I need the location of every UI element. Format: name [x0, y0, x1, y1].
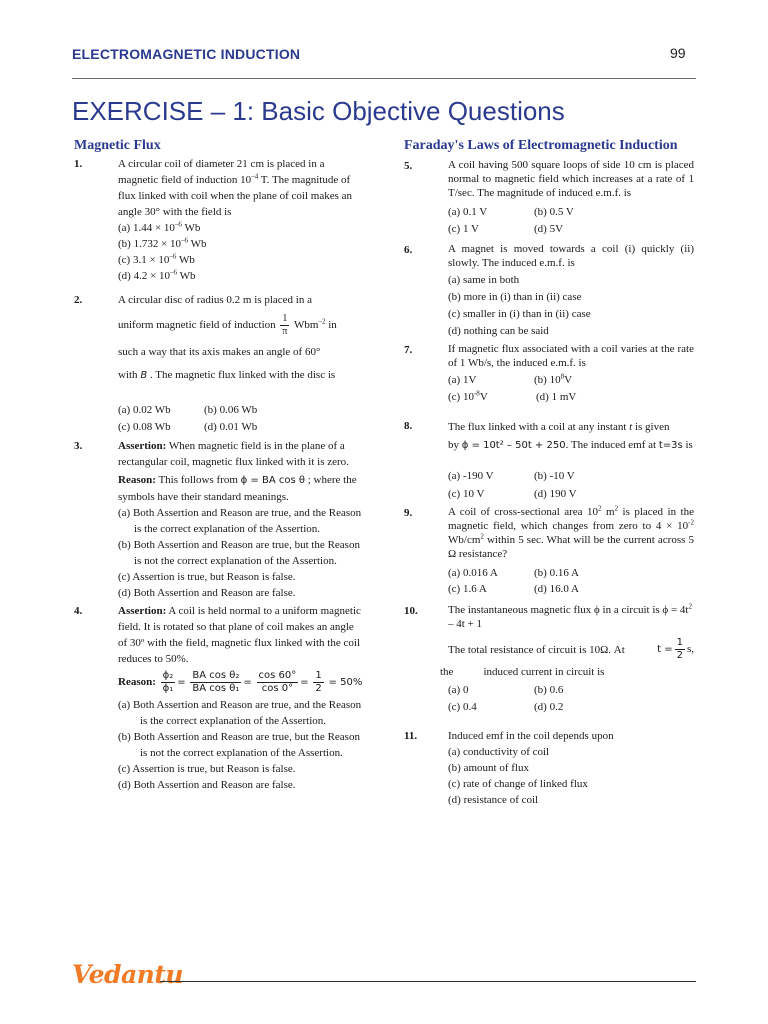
- vector-b: B: [140, 370, 148, 381]
- question-number: 2.: [74, 294, 83, 306]
- option-b[interactable]: (b) Both Assertion and Reason are true, but the Reason is not the correct explanation of the Assertion.: [118, 539, 360, 567]
- exercise-title: EXERCISE – 1: Basic Objective Questions: [72, 96, 565, 126]
- option-a[interactable]: (a) 0.016 A: [448, 567, 498, 579]
- question-number: 3.: [74, 440, 83, 452]
- option-d[interactable]: (d) nothing can be said: [448, 325, 549, 337]
- question-text-line: The flux linked with a coil at any instant t is given: [448, 421, 670, 433]
- option-d[interactable]: (d) 5V: [534, 223, 564, 235]
- reason-formula: Reason: $\frac{\text{ϕ₂}}{\text{ϕ₁}}$ = $\frac{\text{BA cos θ₂}}{\text{BA cos θ₁}}$ = $\frac{\cos 60^\circ}{\cos 0^\circ}$ = $\frac{1}{2}$ = 50%: [118, 670, 363, 694]
- option-a[interactable]: (a) Both Assertion and Reason are true, and the Reason is the correct explanation of the Assertion.: [118, 507, 362, 535]
- option-a[interactable]: (a) Both Assertion and Reason are true, and the Reason is the correct explanation of the Assertion.: [118, 699, 362, 727]
- question-5: [404, 158, 694, 238]
- fraction-1-over-pi: $\frac{1}{\pi}$: [282, 313, 288, 337]
- question-number: 11.: [404, 730, 418, 742]
- option-c[interactable]: (c) rate of change of linked flux: [448, 778, 588, 790]
- formula-flux: ϕ = 10t² – 50t + 250: [461, 440, 566, 451]
- question-text: A circular coil of diameter 21 cm is placed in a magnetic field of induction $10^{-4}$ T. The magnitude of flux linked with coil when the plane of coil makes an angle 30° with the field is: [118, 158, 352, 218]
- option-a[interactable]: (a) -190 V: [448, 470, 494, 482]
- question-text: A coil having 500 square loops of side 10 cm is placed normal to magnetic field which increases at a rate of 1 T/sec. The magnitude of induced e.m.f. is: [448, 159, 694, 199]
- question-3: [74, 438, 364, 601]
- option-b[interactable]: (b) Both Assertion and Reason are true, but the Reason is not the correct explanation of the Assertion.: [118, 731, 360, 759]
- question-4: [74, 603, 364, 793]
- option-b[interactable]: (b) amount of flux: [448, 762, 529, 774]
- option-b[interactable]: (b) -10 V: [534, 470, 575, 482]
- footer-divider: [160, 981, 696, 982]
- question-2: [74, 292, 364, 436]
- option-b[interactable]: (b) 0.06 Wb: [204, 404, 258, 416]
- option-b[interactable]: (b) $1.732 \times 10^{-6}$ Wb: [118, 236, 207, 250]
- option-c[interactable]: (c) 0.4: [448, 701, 477, 713]
- section-heading-faraday: Faraday's Laws of Electromagnetic Induction: [404, 138, 678, 153]
- assertion-text: Assertion: A coil is held normal to a uniform magnetic field. It is rotated so that plane of coil makes an angle of 30º with the field, magnetic flux linked with the coil reduces to 50%.: [118, 605, 361, 665]
- question-number: 5.: [404, 160, 413, 172]
- option-c[interactable]: (c) $3.1 \times 10^{-6}$ Wb: [118, 252, 195, 266]
- option-b[interactable]: (b) $10^8V$: [534, 372, 573, 386]
- running-header-title: ELECTROMAGNETIC INDUCTION: [72, 46, 301, 62]
- option-a[interactable]: (a) 0.1 V: [448, 206, 488, 218]
- question-11: [404, 728, 694, 808]
- question-text: If magnetic flux associated with a coil varies at the rate of 1 Wb/s, the induced e.m.f. is: [448, 343, 694, 369]
- question-9: [404, 505, 694, 597]
- question-6: [404, 242, 694, 340]
- question-text-line: A circular disc of radius 0.2 m is placed in a: [118, 294, 312, 306]
- question-10: [404, 603, 694, 716]
- question-text-line: The total resistance of circuit is 10Ω. At t = $\frac{1}{2}$ s,: [448, 637, 694, 661]
- question-text-line: The instantaneous magnetic flux ϕ in a circuit is $\phi = 4t^2 - 4t + 1$: [448, 602, 692, 630]
- option-c[interactable]: (c) Assertion is true, but Reason is false.: [118, 763, 296, 775]
- question-text: A coil of cross-sectional area $10^2$ $m^2$ is placed in the magnetic field, which changes from zero to $4 \times 10^{-2}$ $Wb/cm^2$ within 5 sec. What will be the current across 5 Ω resistance?: [448, 504, 694, 560]
- option-d[interactable]: (d) Both Assertion and Reason are false.: [118, 587, 296, 599]
- assertion-text: Assertion: When magnetic field is in the plane of a rectangular coil, magnetic flux linked with it is zero.: [118, 440, 349, 468]
- question-text-line: the induced current in circuit is: [440, 666, 605, 678]
- option-d[interactable]: (d) 0.01 Wb: [204, 421, 258, 433]
- question-number: 1.: [74, 158, 83, 170]
- question-1: [74, 156, 364, 284]
- option-a[interactable]: (a) 0.02 Wb: [118, 404, 171, 416]
- option-a[interactable]: (a) same in both: [448, 274, 520, 286]
- option-a[interactable]: (a) 0: [448, 684, 469, 696]
- question-8: [404, 418, 694, 503]
- question-text-line: by ϕ = 10t² – 50t + 250. The induced emf at t=3s is: [448, 439, 693, 451]
- option-c[interactable]: (c) $10^{-8}V$: [448, 389, 488, 403]
- question-text: Induced emf in the coil depends upon: [448, 730, 614, 742]
- option-c[interactable]: (c) smaller in (i) than in (ii) case: [448, 308, 591, 320]
- fraction-1-over-2: $\frac{1}{2}$: [676, 637, 683, 661]
- option-a[interactable]: (a) conductivity of coil: [448, 746, 550, 758]
- formula-flux: ϕ = BA cos θ: [240, 475, 305, 486]
- question-text-line: with B . The magnetic flux linked with the disc is: [118, 369, 336, 381]
- option-d[interactable]: (d) 0.2: [534, 701, 564, 713]
- question-number: 8.: [404, 420, 413, 432]
- option-b[interactable]: (b) 0.16 A: [534, 567, 579, 579]
- option-c[interactable]: (c) 1.6 A: [448, 583, 487, 595]
- section-heading-magnetic-flux: Magnetic Flux: [74, 138, 161, 153]
- question-text-line: such a way that its axis makes an angle of 60°: [118, 346, 321, 358]
- option-c[interactable]: (c) 1 V: [448, 223, 479, 235]
- question-number: 7.: [404, 344, 413, 356]
- page-number: 99: [670, 45, 686, 61]
- option-a[interactable]: (a) 1V: [448, 374, 477, 386]
- reason-text: Reason: This follows from ϕ = BA cos θ ; where the symbols have their standard meanings.: [118, 474, 357, 503]
- option-b[interactable]: (b) 0.5 V: [534, 206, 574, 218]
- right-column: [404, 158, 694, 808]
- option-d[interactable]: (d) 1 mV: [536, 391, 577, 403]
- vedantu-logo: Vedantu: [72, 960, 184, 989]
- option-d[interactable]: (d) Both Assertion and Reason are false.: [118, 779, 296, 791]
- question-number: 6.: [404, 244, 413, 256]
- question-7: [404, 342, 694, 406]
- header-divider: [72, 78, 696, 79]
- question-text-line: uniform magnetic field of induction $\frac{1}{\pi}$ Wbm$^{-2}$ in: [118, 313, 337, 337]
- option-d[interactable]: (d) $4.2 \times 10^{-6}$ Wb: [118, 268, 196, 282]
- option-b[interactable]: (b) more in (i) than in (ii) case: [448, 291, 582, 303]
- option-d[interactable]: (d) 16.0 A: [534, 583, 579, 595]
- left-column: [74, 156, 364, 793]
- option-d[interactable]: (d) resistance of coil: [448, 794, 539, 806]
- question-number: 4.: [74, 605, 83, 617]
- option-a[interactable]: (a) $1.44 \times 10^{-6}$ Wb: [118, 220, 201, 234]
- question-number: 10.: [404, 605, 418, 617]
- option-c[interactable]: (c) 10 V: [448, 488, 485, 500]
- option-b[interactable]: (b) 0.6: [534, 684, 564, 696]
- option-d[interactable]: (d) 190 V: [534, 488, 577, 500]
- question-text: A magnet is moved towards a coil (i) quickly (ii) slowly. The induced e.m.f. is: [448, 243, 694, 269]
- option-c[interactable]: (c) 0.08 Wb: [118, 421, 171, 433]
- question-number: 9.: [404, 507, 413, 519]
- option-c[interactable]: (c) Assertion is true, but Reason is false.: [118, 571, 296, 583]
